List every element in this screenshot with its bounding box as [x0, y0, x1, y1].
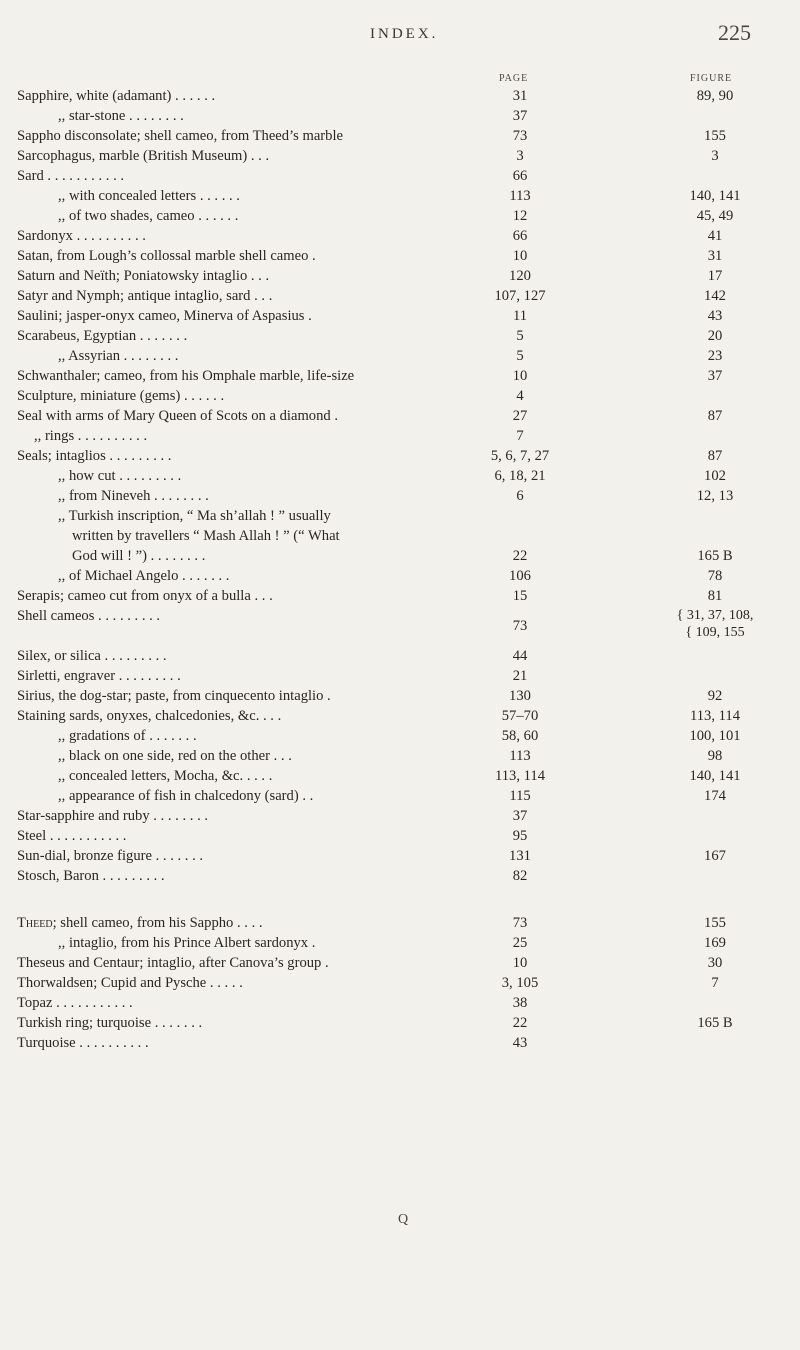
- index-entry: [0, 346, 800, 366]
- entry-figure: 17: [707, 268, 723, 284]
- entry-term: Sard . . . . . . . . . . .: [17, 168, 125, 184]
- index-entry: [0, 486, 800, 506]
- index-entry: [0, 953, 800, 973]
- entry-term: Topaz . . . . . . . . . . .: [17, 995, 133, 1011]
- index-entry: [0, 1013, 800, 1033]
- entry-term: Sappho disconsolate; shell cameo, from Theed’s marble: [17, 128, 343, 144]
- index-entry: [0, 186, 800, 206]
- entry-figure: 81: [707, 588, 723, 604]
- entry-term: Satan, from Lough’s collossal marble shell cameo .: [17, 248, 316, 264]
- entry-term: Schwanthaler; cameo, from his Omphale marble, life-size: [17, 368, 355, 384]
- entry-term: Saulini; jasper-onyx cameo, Minerva of Aspasius .: [17, 308, 312, 324]
- entry-figure: 98: [707, 748, 723, 764]
- index-entry: [0, 546, 800, 566]
- entry-term: Seal with arms of Mary Queen of Scots on a diamond .: [17, 408, 338, 424]
- entry-page: 15: [512, 588, 528, 604]
- entry-term: ,, concealed letters, Mocha, &c. . . . .: [58, 768, 273, 784]
- entry-term: Serapis; cameo cut from onyx of a bulla . . .: [17, 588, 273, 604]
- entry-figure: 31: [707, 248, 723, 264]
- index-entry: [0, 806, 800, 826]
- entry-page: 6, 18, 21: [494, 468, 546, 484]
- index-entry: [0, 913, 800, 933]
- running-head: INDEX.: [370, 26, 439, 42]
- entry-figure: 45, 49: [696, 208, 734, 224]
- entry-figure: 155: [704, 915, 726, 931]
- entry-term: ,, how cut . . . . . . . . .: [58, 468, 182, 484]
- index-entry: [0, 786, 800, 806]
- entry-figure: 87: [707, 448, 723, 464]
- entry-page: 43: [512, 1035, 528, 1051]
- index-entries: [0, 86, 800, 1053]
- entry-term: ,, black on one side, red on the other . . .: [58, 748, 292, 764]
- entry-figure: 140, 141: [689, 188, 741, 204]
- index-entry: [0, 386, 800, 406]
- entry-term: ,, of Michael Angelo . . . . . . .: [58, 568, 230, 584]
- entry-term: Theed; shell cameo, from his Sappho . . . .: [17, 915, 263, 931]
- entry-term: Silex, or silica . . . . . . . . .: [17, 648, 167, 664]
- entry-figure: 12, 13: [696, 488, 734, 504]
- index-entry: [0, 506, 800, 526]
- entry-page: 131: [509, 848, 531, 864]
- index-entry: [0, 206, 800, 226]
- index-entry: [0, 1033, 800, 1053]
- entry-page: 44: [512, 648, 528, 664]
- index-entry: [0, 126, 800, 146]
- entry-term: Stosch, Baron . . . . . . . . .: [17, 868, 165, 884]
- entry-figure: 174: [704, 788, 726, 804]
- index-entry: [0, 86, 800, 106]
- entry-page: 4: [516, 388, 524, 404]
- index-entry: [0, 766, 800, 786]
- entry-term: Scarabeus, Egyptian . . . . . . .: [17, 328, 188, 344]
- column-header-figure: FIGURE: [690, 73, 733, 84]
- entry-term: God will ! ”) . . . . . . . .: [72, 548, 206, 564]
- entry-figure: 89, 90: [696, 88, 734, 104]
- entry-term: Staining sards, onyxes, chalcedonies, &c. . . .: [17, 708, 282, 724]
- entry-term: ,, of two shades, cameo . . . . . .: [58, 208, 239, 224]
- entry-term: written by travellers “ Mash Allah ! ” (“ What: [72, 528, 340, 544]
- entry-page: 37: [512, 108, 528, 124]
- entry-term: Thorwaldsen; Cupid and Pysche . . . . .: [17, 975, 243, 991]
- entry-page: 21: [512, 668, 528, 684]
- entry-page: 58, 60: [501, 728, 539, 744]
- entry-figure: 100, 101: [689, 728, 741, 744]
- index-entry: [0, 426, 800, 446]
- entry-page: 115: [509, 788, 531, 804]
- entry-page: 73: [512, 915, 528, 931]
- entry-figure-line: { 109, 155: [685, 625, 745, 640]
- entry-page: 22: [512, 1015, 528, 1031]
- entry-figure: 43: [707, 308, 723, 324]
- entry-term: ,, Turkish inscription, “ Ma sh’allah ! ” usually: [58, 508, 331, 524]
- entry-page: 25: [512, 935, 528, 951]
- entry-term: Steel . . . . . . . . . . .: [17, 828, 127, 844]
- entry-term: ,, from Nineveh . . . . . . . .: [58, 488, 209, 504]
- index-entry: [0, 306, 800, 326]
- entry-page: 6: [516, 488, 524, 504]
- entry-page: 11: [512, 308, 528, 324]
- entry-term: Sapphire, white (adamant) . . . . . .: [17, 88, 216, 104]
- entry-figure: 78: [707, 568, 723, 584]
- index-entry: [0, 106, 800, 126]
- index-entry: [0, 286, 800, 306]
- index-entry: [0, 726, 800, 746]
- entry-page: 113: [509, 748, 531, 764]
- entry-page: 3, 105: [501, 975, 539, 991]
- entry-page: 31: [512, 88, 528, 104]
- index-entry: [0, 666, 800, 686]
- entry-term: ,, rings . . . . . . . . . .: [34, 428, 148, 444]
- entry-page: 73: [512, 618, 528, 634]
- entry-figure: 113, 114: [690, 708, 740, 724]
- entry-page: 3: [516, 148, 524, 164]
- entry-page: 12: [512, 208, 528, 224]
- index-entry: [0, 446, 800, 466]
- entry-figure: 155: [704, 128, 726, 144]
- index-entry: [0, 166, 800, 186]
- entry-page: 10: [512, 368, 528, 384]
- index-entry: [0, 326, 800, 346]
- entry-page: 120: [509, 268, 531, 284]
- entry-term: Sirius, the dog-star; paste, from cinquecento intaglio .: [17, 688, 331, 704]
- entry-page: 130: [509, 688, 531, 704]
- entry-page: 7: [516, 428, 524, 444]
- entry-figure: 37: [707, 368, 723, 384]
- entry-page: 10: [512, 248, 528, 264]
- entry-page: 38: [512, 995, 528, 1011]
- entry-term: Sirletti, engraver . . . . . . . . .: [17, 668, 181, 684]
- index-entry: [0, 646, 800, 666]
- entry-term: Seals; intaglios . . . . . . . . .: [17, 448, 172, 464]
- entry-term: ,, star-stone . . . . . . . .: [58, 108, 184, 124]
- index-entry: [0, 246, 800, 266]
- entry-page: 106: [509, 568, 531, 584]
- index-entry: [0, 586, 800, 606]
- entry-page: 27: [512, 408, 528, 424]
- entry-page: 5: [516, 328, 524, 344]
- entry-page: 113, 114: [495, 768, 545, 784]
- entry-term: Sardonyx . . . . . . . . . .: [17, 228, 146, 244]
- index-entry: [0, 686, 800, 706]
- entry-figure: 167: [704, 848, 726, 864]
- entry-page: 10: [512, 955, 528, 971]
- entry-figure: [660, 607, 770, 641]
- entry-term: Saturn and Neïth; Poniatowsky intaglio . . .: [17, 268, 270, 284]
- entry-page: 22: [512, 548, 528, 564]
- entry-term: ,, Assyrian . . . . . . . .: [58, 348, 179, 364]
- entry-term: Star-sapphire and ruby . . . . . . . .: [17, 808, 209, 824]
- entry-figure: 41: [707, 228, 723, 244]
- entry-page: 5, 6, 7, 27: [490, 448, 550, 464]
- entry-page: 37: [512, 808, 528, 824]
- entry-figure: 169: [704, 935, 726, 951]
- entry-term: Sun-dial, bronze figure . . . . . . .: [17, 848, 204, 864]
- page-number: 225: [718, 20, 751, 45]
- index-entry: [0, 606, 800, 646]
- index-entry: [0, 566, 800, 586]
- index-entry: [0, 266, 800, 286]
- entry-figure: 3: [711, 148, 719, 164]
- entry-term: Satyr and Nymph; antique intaglio, sard . . .: [17, 288, 273, 304]
- entry-page: 57–70: [501, 708, 539, 724]
- entry-page: 82: [512, 868, 528, 884]
- signature-mark: Q: [398, 1212, 409, 1227]
- entry-figure: 20: [707, 328, 723, 344]
- entry-figure: 92: [707, 688, 723, 704]
- index-entry: [0, 406, 800, 426]
- entry-figure: 142: [704, 288, 726, 304]
- index-entry: [0, 526, 800, 546]
- entry-page: 95: [512, 828, 528, 844]
- index-entry: [0, 226, 800, 246]
- entry-term: ,, appearance of fish in chalcedony (sard) . .: [58, 788, 314, 804]
- entry-page: 113: [509, 188, 531, 204]
- index-entry: [0, 706, 800, 726]
- index-entry: [0, 826, 800, 846]
- entry-figure: 30: [707, 955, 723, 971]
- entry-term: Turkish ring; turquoise . . . . . . .: [17, 1015, 203, 1031]
- entry-figure: 7: [711, 975, 719, 991]
- entry-term: Turquoise . . . . . . . . . .: [17, 1035, 149, 1051]
- index-entry: [0, 993, 800, 1013]
- entry-page: 66: [512, 228, 528, 244]
- index-entry: [0, 746, 800, 766]
- entry-term: Sculpture, miniature (gems) . . . . . .: [17, 388, 225, 404]
- entry-figure: 102: [704, 468, 726, 484]
- entry-figure: 23: [707, 348, 723, 364]
- entry-term: Theseus and Centaur; intaglio, after Canova’s group .: [17, 955, 329, 971]
- entry-figure: 140, 141: [689, 768, 741, 784]
- entry-term: ,, intaglio, from his Prince Albert sardonyx .: [58, 935, 316, 951]
- index-entry: [0, 466, 800, 486]
- column-header-page: PAGE: [499, 73, 529, 84]
- entry-term: ,, with concealed letters . . . . . .: [58, 188, 240, 204]
- index-entry: [0, 933, 800, 953]
- entry-page: 66: [512, 168, 528, 184]
- index-entry: [0, 866, 800, 886]
- entry-page: 73: [512, 128, 528, 144]
- entry-term: ,, gradations of . . . . . . .: [58, 728, 197, 744]
- entry-term: Sarcophagus, marble (British Museum) . . .: [17, 148, 270, 164]
- index-entry: [0, 366, 800, 386]
- entry-figure: 87: [707, 408, 723, 424]
- entry-figure: 165 B: [697, 548, 733, 564]
- entry-figure: 165 B: [697, 1015, 733, 1031]
- entry-figure-line: { 31, 37, 108,: [676, 608, 754, 623]
- entry-page: 107, 127: [494, 288, 546, 304]
- index-entry: [0, 846, 800, 866]
- index-entry: [0, 146, 800, 166]
- entry-page: 5: [516, 348, 524, 364]
- index-entry: [0, 973, 800, 993]
- entry-term: Shell cameos . . . . . . . . .: [17, 608, 161, 624]
